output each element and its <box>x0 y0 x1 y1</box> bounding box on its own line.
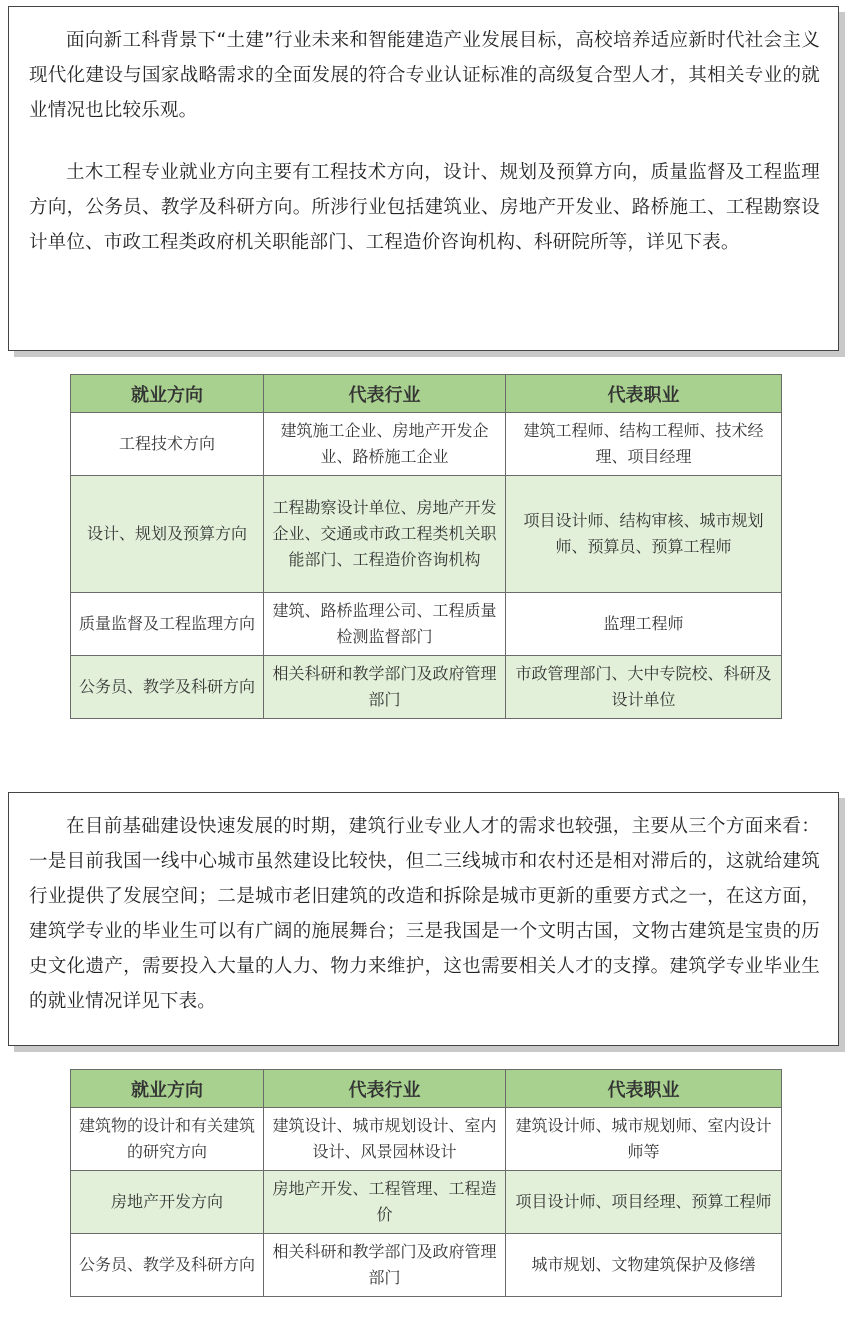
cell-direction: 设计、规划及预算方向 <box>71 476 264 593</box>
header-direction: 就业方向 <box>71 1070 264 1108</box>
table-header-row <box>71 375 782 413</box>
cell-industry: 房地产开发、工程管理、工程造价 <box>264 1171 506 1234</box>
architecture-employment-table <box>70 1069 782 1297</box>
paragraph: 土木工程专业就业方向主要有工程技术方向，设计、规划及预算方向，质量监督及工程监理方向，公务员、教学及科研方向。所涉行业包括建筑业、房地产开发业、路桥施工、工程勘察设计单位、市政工程类政府机关职能部门、工程造价咨询机构、科研院所等，详见下表。 <box>29 162 820 253</box>
cell-occupation: 建筑工程师、结构工程师、技术经理、项目经理 <box>506 413 782 476</box>
table-row <box>71 656 782 719</box>
cell-industry: 相关科研和教学部门及政府管理部门 <box>264 1234 506 1297</box>
intro-text-box-architecture <box>8 792 839 1046</box>
paragraph: 面向新工科背景下“土建”行业未来和智能建造产业发展目标，高校培养适应新时代社会主义现代化建设与国家战略需求的全面发展的符合专业认证标准的高级复合型人才，其相关专业的就业情况也比较乐观。 <box>29 30 820 121</box>
cell-industry: 建筑设计、城市规划设计、室内设计、风景园林设计 <box>264 1108 506 1171</box>
header-industry: 代表行业 <box>264 1070 506 1108</box>
cell-direction: 公务员、教学及科研方向 <box>71 1234 264 1297</box>
table-row <box>71 1234 782 1297</box>
cell-industry: 建筑施工企业、房地产开发企业、路桥施工企业 <box>264 413 506 476</box>
cell-direction: 建筑物的设计和有关建筑的研究方向 <box>71 1108 264 1171</box>
civil-engineering-employment-table <box>70 374 782 719</box>
cell-occupation: 项目设计师、结构审核、城市规划师、预算员、预算工程师 <box>506 476 782 593</box>
table-row <box>71 1171 782 1234</box>
cell-industry: 建筑、路桥监理公司、工程质量检测监督部门 <box>264 593 506 656</box>
cell-occupation: 项目设计师、项目经理、预算工程师 <box>506 1171 782 1234</box>
cell-industry: 工程勘察设计单位、房地产开发企业、交通或市政工程类机关职能部门、工程造价咨询机构 <box>264 476 506 593</box>
table-row <box>71 476 782 593</box>
paragraph: 在目前基础建设快速发展的时期，建筑行业专业人才的需求也较强，主要从三个方面来看：一是目前我国一线中心城市虽然建设比较快，但二三线城市和农村还是相对滞后的，这就给建筑行业提供了发展空间；二是城市老旧建筑的改造和拆除是城市更新的重要方式之一，在这方面，建筑学专业的毕业生可以有广阔的施展舞台；三是我国是一个文明古国，文物古建筑是宝贵的历史文化遗产，需要投入大量的人力、物力来维护，这也需要相关人才的支撑。建筑学专业毕业生的就业情况详见下表。 <box>29 816 820 1012</box>
table-row <box>71 593 782 656</box>
cell-occupation: 市政管理部门、大中专院校、科研及设计单位 <box>506 656 782 719</box>
table-row <box>71 413 782 476</box>
cell-occupation: 城市规划、文物建筑保护及修缮 <box>506 1234 782 1297</box>
table-row <box>71 1108 782 1171</box>
header-direction: 就业方向 <box>71 375 264 413</box>
header-industry: 代表行业 <box>264 375 506 413</box>
cell-direction: 质量监督及工程监理方向 <box>71 593 264 656</box>
cell-direction: 公务员、教学及科研方向 <box>71 656 264 719</box>
table-header-row <box>71 1070 782 1108</box>
intro-text-box-civil <box>8 6 839 351</box>
cell-occupation: 建筑设计师、城市规划师、室内设计师等 <box>506 1108 782 1171</box>
cell-direction: 房地产开发方向 <box>71 1171 264 1234</box>
cell-occupation: 监理工程师 <box>506 593 782 656</box>
header-occupation: 代表职业 <box>506 375 782 413</box>
header-occupation: 代表职业 <box>506 1070 782 1108</box>
cell-industry: 相关科研和教学部门及政府管理部门 <box>264 656 506 719</box>
cell-direction: 工程技术方向 <box>71 413 264 476</box>
